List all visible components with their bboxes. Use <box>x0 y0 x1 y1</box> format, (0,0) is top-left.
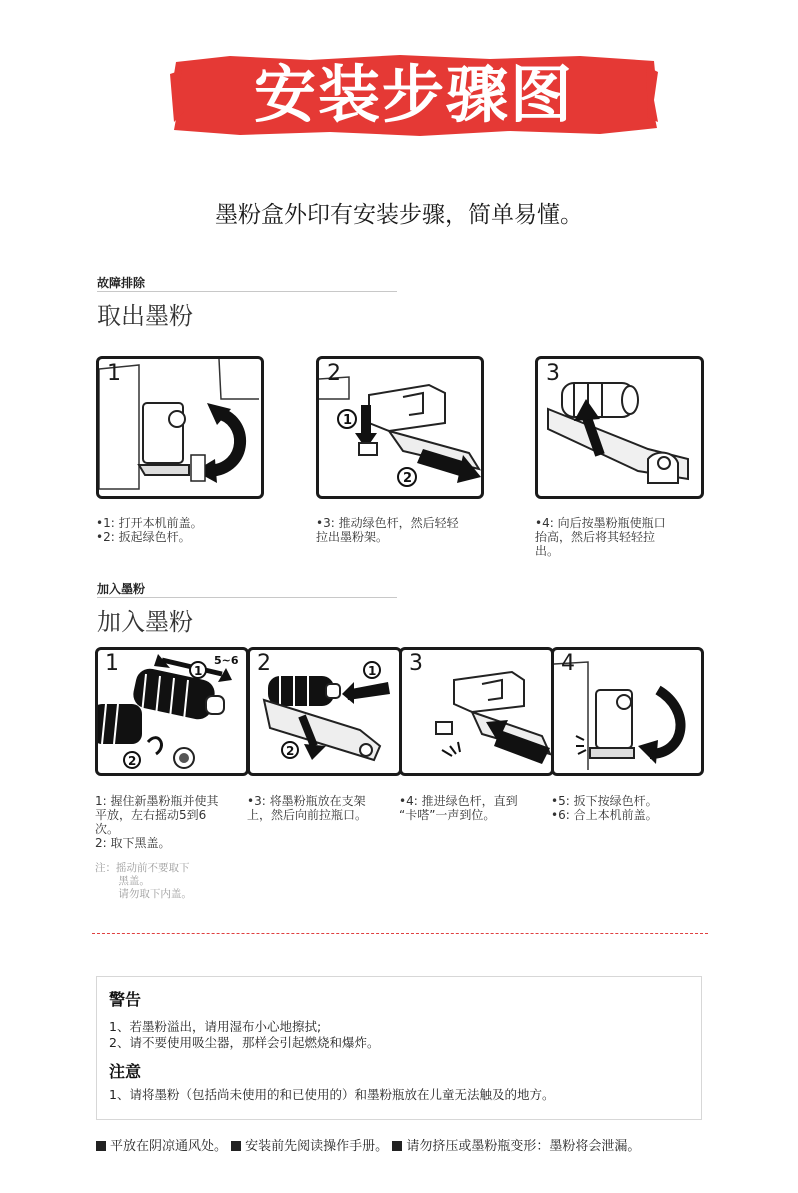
add-step-1-note <box>95 862 192 901</box>
step-number: 3 <box>546 361 560 386</box>
caption-line: •2: 扳起绿色杆。 <box>96 530 191 544</box>
note-line: 请勿取下内盖。 <box>95 888 192 900</box>
square-bullet-icon <box>392 1141 402 1151</box>
caption-line: “卡嗒”一声到位。 <box>399 808 496 822</box>
step-number: 2 <box>327 361 341 386</box>
svg-text:2: 2 <box>286 744 295 758</box>
remove-step-2-illustration <box>316 356 484 499</box>
svg-text:1: 1 <box>194 664 203 678</box>
caption-line: 次。 <box>95 822 120 836</box>
caption-line: 1: 握住新墨粉瓶并使其 <box>95 794 219 808</box>
caption-line: 2: 取下黑盖。 <box>95 836 171 850</box>
caption-line: •4: 推进绿色杆，直到 <box>399 794 518 808</box>
warning-box <box>96 976 702 1120</box>
add-step-1-illustration <box>95 647 249 776</box>
caption-line: 平放，左右摇动5到6 <box>95 808 207 822</box>
caution-title: 注意 <box>109 1062 142 1081</box>
dashed-divider <box>92 933 708 934</box>
add-section-title: 加入墨粉 <box>97 608 193 636</box>
add-step-4-caption <box>551 794 658 822</box>
square-bullet-icon <box>231 1141 241 1151</box>
add-section-label: 加入墨粉 <box>97 582 146 596</box>
step-number: 2 <box>257 651 271 676</box>
banner-title: 安装步骤图 <box>253 58 574 131</box>
note-line: 注：摇动前不要取下 <box>95 862 190 874</box>
step-number: 4 <box>561 651 575 676</box>
storage-note: 平放在阴凉通风处。 <box>110 1139 228 1154</box>
svg-text:1: 1 <box>368 664 377 678</box>
remove-section-label: 故障排除 <box>97 276 146 290</box>
caption-line: •6: 合上本机前盖。 <box>551 808 658 822</box>
remove-step-3-caption <box>535 516 666 558</box>
square-bullet-icon <box>96 1141 106 1151</box>
add-step-4-illustration <box>551 647 704 776</box>
svg-text:1: 1 <box>343 413 353 428</box>
caption-line: •4: 向后按墨粉瓶使瓶口 <box>535 516 666 530</box>
step-number: 1 <box>105 651 119 676</box>
svg-text:2: 2 <box>128 754 137 768</box>
svg-text:2: 2 <box>403 471 413 486</box>
caption-line: 抬高，然后将其轻轻拉 <box>535 530 656 544</box>
caption-line: •3: 推动绿色杆，然后轻轻 <box>316 516 459 530</box>
remove-step-3-illustration <box>535 356 704 499</box>
page-subtitle: 墨粉盒外印有安装步骤，简单易懂。 <box>215 202 583 228</box>
remove-step-2-caption <box>316 516 459 544</box>
caution-line: 1、请将墨粉（包括尚未使用的和已使用的）和墨粉瓶放在儿童无法触及的地方。 <box>109 1087 555 1102</box>
remove-step-1-caption <box>96 516 203 544</box>
caption-line: •5: 扳下按绿色杆。 <box>551 794 658 808</box>
section-divider <box>97 291 397 292</box>
caption-line: •1: 打开本机前盖。 <box>96 516 203 530</box>
storage-note: 请勿挤压或墨粉瓶变形：墨粉将会泄漏。 <box>406 1139 641 1154</box>
add-step-3-caption <box>399 794 518 822</box>
warning-title: 警告 <box>109 990 142 1009</box>
warning-line: 1、若墨粉溢出，请用湿布小心地擦拭; <box>109 1019 322 1034</box>
remove-step-1-illustration <box>96 356 264 499</box>
title-banner <box>170 52 658 138</box>
add-step-2-caption <box>247 794 367 822</box>
add-step-2-illustration <box>247 647 402 776</box>
caption-line: •3: 将墨粉瓶放在支架 <box>247 794 366 808</box>
warning-line: 2、请不要使用吸尘器，那样会引起燃烧和爆炸。 <box>109 1035 380 1050</box>
step-number: 1 <box>107 361 121 386</box>
step-number: 3 <box>409 651 423 676</box>
caption-line: 上，然后向前拉瓶口。 <box>247 808 368 822</box>
add-step-1-caption <box>95 794 219 850</box>
caption-line: 出。 <box>535 544 560 558</box>
storage-notes <box>96 1135 640 1154</box>
shake-count-label: 5~6 <box>214 654 239 667</box>
add-step-3-illustration <box>399 647 554 776</box>
section-divider <box>97 597 397 598</box>
remove-section-title: 取出墨粉 <box>97 302 193 330</box>
storage-note: 安装前先阅读操作手册。 <box>245 1139 389 1154</box>
caption-line: 拉出墨粉架。 <box>316 530 389 544</box>
note-line: 黑盖。 <box>95 875 150 887</box>
